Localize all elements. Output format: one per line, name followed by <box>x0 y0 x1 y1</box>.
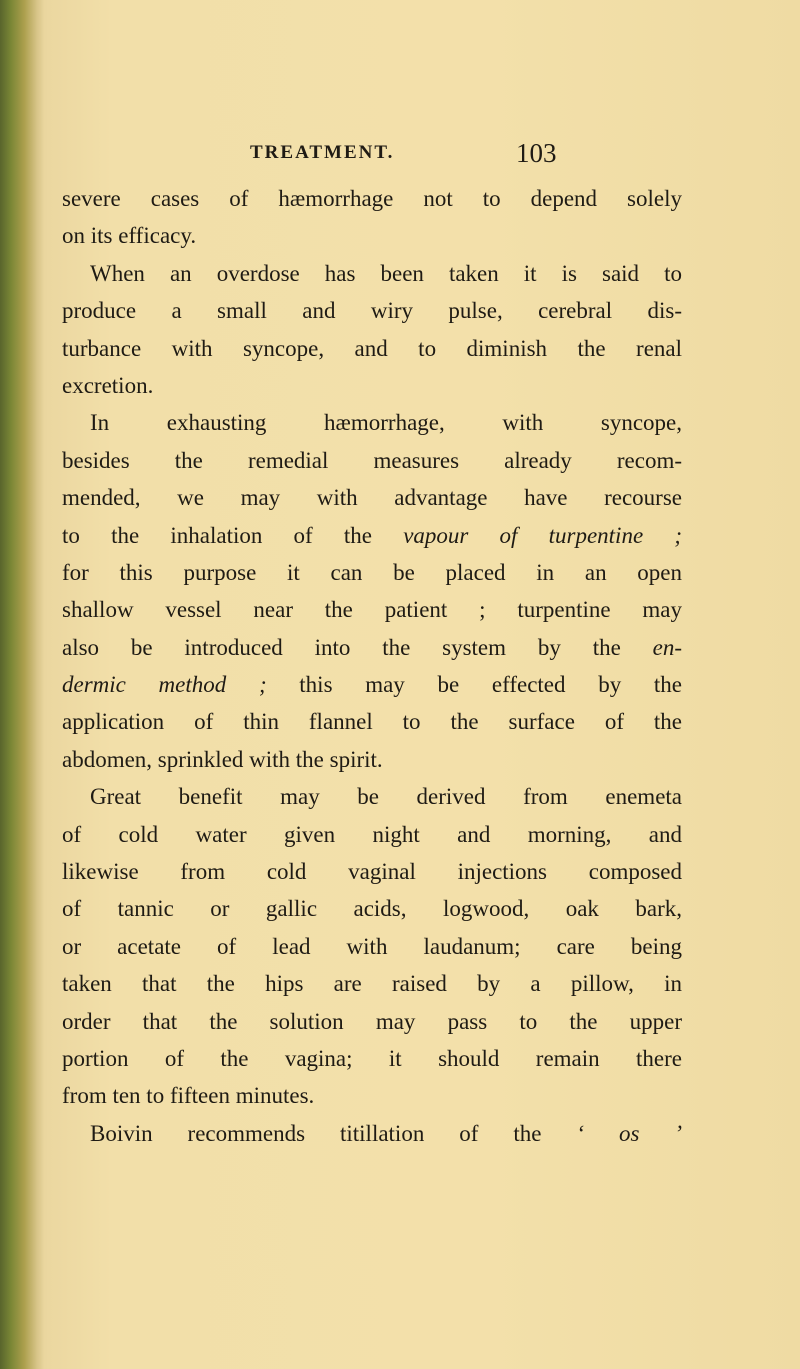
running-head: TREATMENT. <box>250 142 395 163</box>
book-spine-shadow <box>0 0 44 1369</box>
text-line: When an overdose has been taken it is said to <box>90 260 682 286</box>
text-line-mixed <box>62 666 682 703</box>
text-line: application of thin flannel to the surface of the <box>62 709 682 735</box>
page-number: 103 <box>516 138 557 168</box>
text-line: on its efficacy. <box>62 223 197 249</box>
text-line: mended, we may with advantage have recourse <box>62 485 682 511</box>
text-segment: Boivin recommends titillation of the <box>90 1120 542 1146</box>
text-line-mixed <box>62 629 682 666</box>
body-text <box>62 180 682 1152</box>
italic-phrase: vapour of turpentine ; <box>403 522 683 548</box>
italic-phrase: dermic method ; <box>62 672 267 698</box>
text-line: portion of the vagina; it should remain there <box>62 1045 682 1071</box>
text-line: turbance with syncope, and to diminish the renal <box>62 335 682 361</box>
text-line: taken that the hips are raised by a pillow, in <box>62 971 682 997</box>
text-line: from ten to fifteen minutes. <box>62 1083 315 1109</box>
page-header <box>0 138 800 178</box>
text-line: likewise from cold vaginal injections composed <box>62 859 682 885</box>
text-segment: this may be effected by the <box>299 672 682 698</box>
text-line: In exhausting hæmorrhage, with syncope, <box>90 410 682 436</box>
text-line-mixed <box>62 1115 682 1152</box>
italic-phrase: en- <box>652 634 683 660</box>
text-line: order that the solution may pass to the upper <box>62 1008 682 1034</box>
italic-phrase: ‘ os ’ <box>576 1120 682 1146</box>
text-line: abdomen, sprinkled with the spirit. <box>62 746 383 772</box>
text-line: produce a small and wiry pulse, cerebral dis- <box>62 298 682 324</box>
text-line-mixed <box>62 517 682 554</box>
text-segment: to the inhalation of the <box>62 522 372 548</box>
text-line: severe cases of hæmorrhage not to depend solely <box>62 186 682 211</box>
text-line: besides the remedial measures already recom- <box>62 447 682 473</box>
text-line: of tannic or gallic acids, logwood, oak bark, <box>62 896 682 922</box>
text-line: shallow vessel near the patient ; turpentine may <box>62 597 682 623</box>
text-line: for this purpose it can be placed in an open <box>62 559 682 585</box>
text-line: or acetate of lead with laudanum; care being <box>62 933 682 959</box>
text-line: Great benefit may be derived from enemeta <box>90 784 682 810</box>
text-segment: also be introduced into the system by the <box>62 634 621 660</box>
text-line: of cold water given night and morning, and <box>62 821 682 847</box>
text-line: excretion. <box>62 372 154 398</box>
